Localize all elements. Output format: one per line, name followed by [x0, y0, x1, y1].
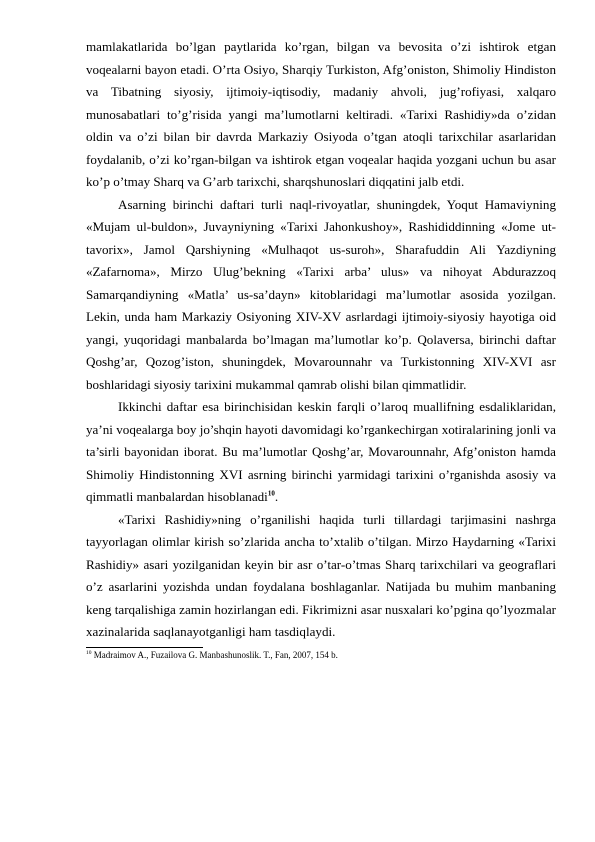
footnote-divider — [86, 647, 203, 648]
paragraph-3 — [86, 396, 556, 509]
footnote — [86, 649, 556, 661]
paragraph-1: mamlakatlarida bo’lgan paytlarida ko’rgan, bilgan va bevosita o’zi ishtirok etgan voqealarni bayon etadi. O’rta Osiyo, Sharqiy Turkiston, Afg’oniston, Shimoliy Hindiston va Tibatning siyosiy, ijtimoiy-iqtisodiy, madaniy ahvoli, jug’rofiyasi, xalqaro munosabatlari to’g’risida yangi ma’lumotlarni keltiradi. «Tarixi Rashidiy»da o’zidan oldin va o’zi bilan bir davrda Markaziy Osiyoda o’tgan atoqli tarixchilar asarlaridan foydalanib, o’zi ko’rgan-bilgan va ishtirok etgan voqealar haqida yozgani uchun bu asar ko’p o’tmay Sharq va G’arb tarixchi, sharqshunoslari diqqatini jalb etdi. — [86, 39, 556, 189]
paragraph-4: «Tarixi Rashidiy»ning o’rganilishi haqida turli tillardagi tarjimasini nashrga tayyorlagan olimlar kirish so’zlarida ancha to’xtalib o’tilgan. Mirzo Haydarning «Tarixi Rashidiy» asari yozilganidan keyin bir asr o’tar-o’tmas Sharq tarixchilari va geograflari o’z asarlarini yozishda undan foydalana boshlaganlar. Natijada bu muhim manbaning keng tarqalishiga zamin hozirlangan edi. Fikrimizni asar nusxalari ko’pgina qo’lyozmalar xazinalarida saqlanayotganligi ham tasdiqlaydi. — [86, 511, 556, 639]
footnote-number: 10 — [86, 649, 92, 656]
footnote-text: Madraimov A., Fuzailova G. Manbashunoslik. T., Fan, 2007, 154 b. — [91, 649, 338, 660]
paragraph-2: Asarning birinchi daftari turli naql-rivoyatlar, shuningdek, Yoqut Hamaviyning «Mujam ul-buldon», Juvayniyning «Tarixi Jahonkushoy», Rashididdinning «Jome ut-tavorix», Jamol Qarshiyning «Mulhaqot us-suroh», Sharafuddin Ali Yazdiyning «Zafarnoma», Mirzo Ulug’bekning «Tarixi arba’ ulus» va nihoyat Abdurazzoq Samarqandiyning «Matla’ us-sa’dayn» kitoblaridagi ma’lumotlar asosida yozilgan. Lekin, unda ham Markaziy Osiyoning XIV-XV asrlardagi ijtimoiy-siyosiy hayotiga oid yangi, yuqoridagi manbalarda bo’lmagan ma’lumotlar ko’p. Qolaversa, birinchi daftar Qoshg’ar, Qozog’iston, shuningdek, Movarounnahr va Turkistonning XIV-XVI asr boshlaridagi siyosiy tarixini mukammal qamrab olishi bilan qimmatlidir. — [86, 196, 556, 392]
footnote-ref[interactable]: 10 — [267, 489, 275, 498]
paragraph-3-tail: . — [274, 489, 279, 504]
paragraph-3-text: Ikkinchi daftar esa birinchisidan keskin farqli o’laroq muallifning esdaliklaridan, ya’ni voqealarga boy jo’shqin hayoti davomidagi ko’rgankechirgan xotiralarining jonli va ta’sirli bayonidan iborat. Bu ma’lumotlar Qoshg’ar, Movarounnahr, Afg’oniston hamda Shimoliy Hindistonning XVI asrning birinchi yarmidagi tarixini o’rganishda asosiy va qimmatli manbalardan hisoblanadi — [86, 399, 556, 504]
document-page — [86, 36, 556, 661]
